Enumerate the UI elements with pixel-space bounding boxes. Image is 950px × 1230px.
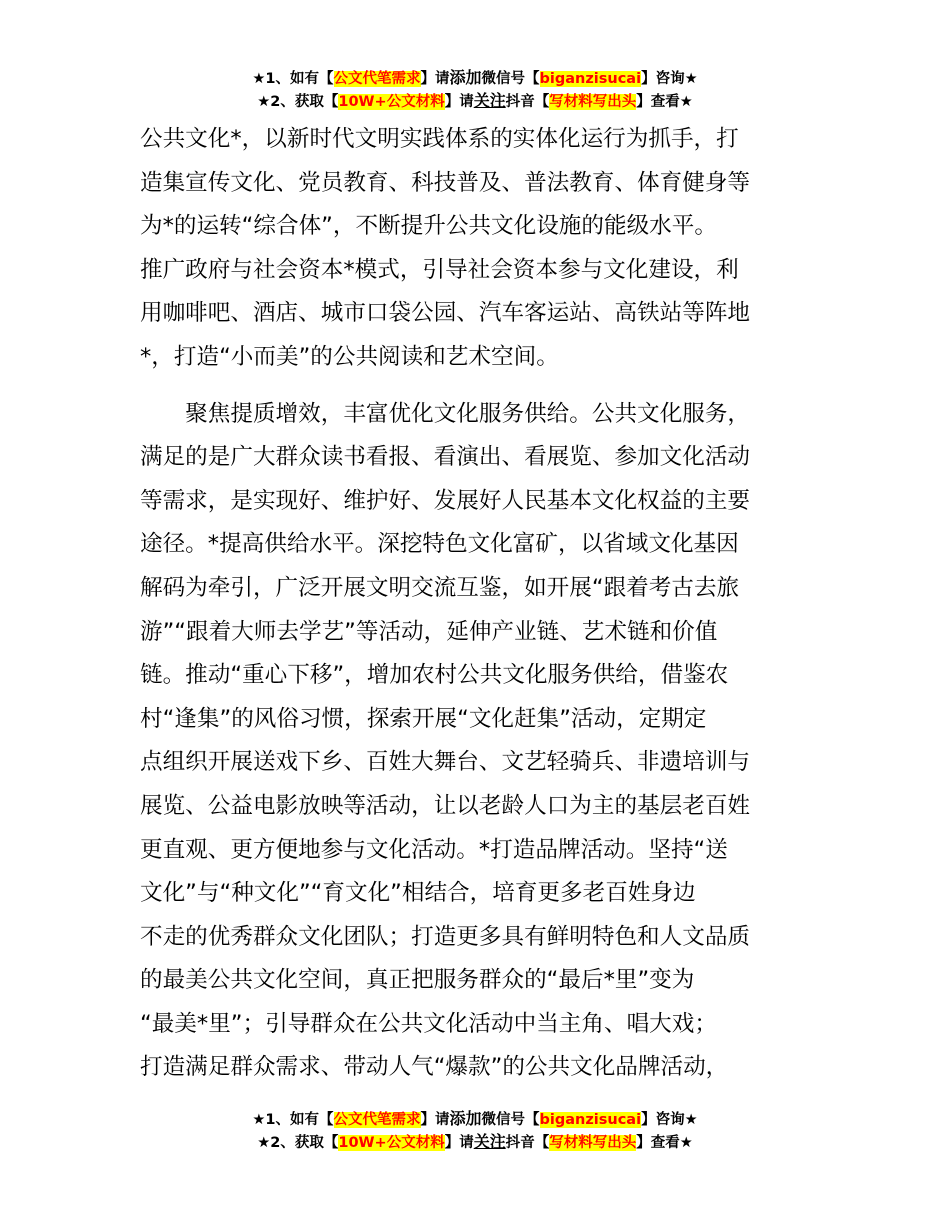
text-line: 等需求，是实现好、维护好、发展好人民基本文化权益的主要 — [140, 487, 751, 514]
paragraph — [140, 118, 812, 380]
banner-line-1 — [0, 1108, 950, 1131]
banner-text: 】请 — [420, 71, 450, 87]
text-line: 展览、公益电影放映等活动，让以老龄人口为主的基层老百姓 — [140, 792, 751, 819]
text-line: 满足的是广大群众读书看报、看演出、看展览、参加文化活动 — [140, 444, 751, 471]
highlight-materials: 10W+公文材料 — [338, 94, 445, 110]
banner-text: 】请 — [420, 1112, 450, 1128]
banner-text: 】咨询★ — [641, 1112, 698, 1128]
text-line: “最美*里”；引导群众在公共文化活动中当主角、唱大戏； — [140, 1010, 717, 1037]
text-line: 用咖啡吧、酒店、城市口袋公园、汽车客运站、高铁站等阵地 — [140, 300, 751, 327]
banner-text: 微信号【 — [481, 71, 540, 87]
banner-text: ★2、获取【 — [257, 94, 339, 110]
text-line: 的最美公共文化空间，真正把服务群众的“最后*里”变为 — [140, 967, 695, 994]
banner-text: 抖音【 — [505, 94, 550, 110]
text-line: 更直观、更方便地参与文化活动。*打造品牌活动。坚持“送 — [140, 836, 728, 863]
text-line: 聚焦提质增效，丰富优化文化服务供给。公共文化服务， — [140, 400, 751, 427]
text-line: 打造满足群众需求、带动人气“爆款”的公共文化品牌活动， — [140, 1054, 729, 1081]
banner-text: ★1、如有【 — [252, 1112, 334, 1128]
text-line: 为*的运转“综合体”，不断提升公共文化设施的能级水平。 — [140, 213, 717, 240]
banner-text: 抖音【 — [505, 1135, 550, 1151]
text-line: 公共文化*，以新时代文明实践体系的实体化运行为抓手，打 — [140, 126, 739, 152]
banner-text: 微信号【 — [481, 1112, 540, 1128]
highlight-douyin: 写材料写出头 — [549, 94, 637, 110]
banner-emphasis: 关注 — [473, 91, 506, 110]
banner-text: 】请 — [444, 1135, 474, 1151]
footer-banner — [0, 1108, 950, 1154]
banner-text: 】请 — [444, 94, 474, 110]
text-line: 链。推动“重心下移”，增加农村公共文化服务供给，借鉴农 — [140, 662, 729, 689]
banner-line-2 — [0, 90, 950, 113]
text-line: *，打造“小而美”的公共阅读和艺术空间。 — [140, 343, 559, 370]
banner-text: 】查看★ — [636, 1135, 693, 1151]
highlight-service: 公文代笔需求 — [333, 71, 421, 87]
text-line: 不走的优秀群众文化团队；打造更多具有鲜明特色和人文品质 — [140, 923, 751, 950]
banner-line-2 — [0, 1131, 950, 1154]
paragraph — [140, 393, 812, 1091]
text-line: 造集宣传文化、党员教育、科技普及、普法教育、体育健身等 — [140, 169, 751, 196]
banner-text: ★2、获取【 — [257, 1135, 339, 1151]
highlight-service: 公文代笔需求 — [333, 1112, 421, 1128]
banner-text: 】咨询★ — [641, 71, 698, 87]
banner-text: 】查看★ — [636, 94, 693, 110]
text-line: 推广政府与社会资本*模式，引导社会资本参与文化建设，利 — [140, 256, 739, 283]
text-line: 村“逢集”的风俗习惯，探索开展“文化赶集”活动，定期定 — [140, 705, 707, 732]
highlight-douyin: 写材料写出头 — [549, 1135, 637, 1151]
banner-emphasis: 关注 — [473, 1132, 506, 1151]
banner-text: ★1、如有【 — [252, 71, 334, 87]
text-line: 游”“跟着大师去学艺”等活动，延伸产业链、艺术链和价值 — [140, 618, 718, 645]
banner-line-1 — [0, 67, 950, 90]
text-line: 途径。*提高供给水平。深挖特色文化富矿，以省域文化基因 — [140, 531, 739, 558]
text-line: 点组织开展送戏下乡、百姓大舞台、文艺轻骑兵、非遗培训与 — [140, 749, 751, 776]
text-line: 文化”与“种文化”“育文化”相结合，培育更多老百姓身边 — [140, 880, 696, 907]
text-line: 解码为牵引，广泛开展文明交流互鉴，如开展“跟着考古去旅 — [140, 574, 740, 601]
highlight-materials: 10W+公文材料 — [338, 1135, 445, 1151]
document-body — [140, 118, 812, 1090]
highlight-wechat-id: biganzisucai — [539, 1112, 642, 1128]
banner-emphasis: 添加 — [449, 1109, 482, 1128]
banner-emphasis: 添加 — [449, 68, 482, 87]
header-banner — [0, 67, 950, 113]
highlight-wechat-id: biganzisucai — [539, 71, 642, 87]
